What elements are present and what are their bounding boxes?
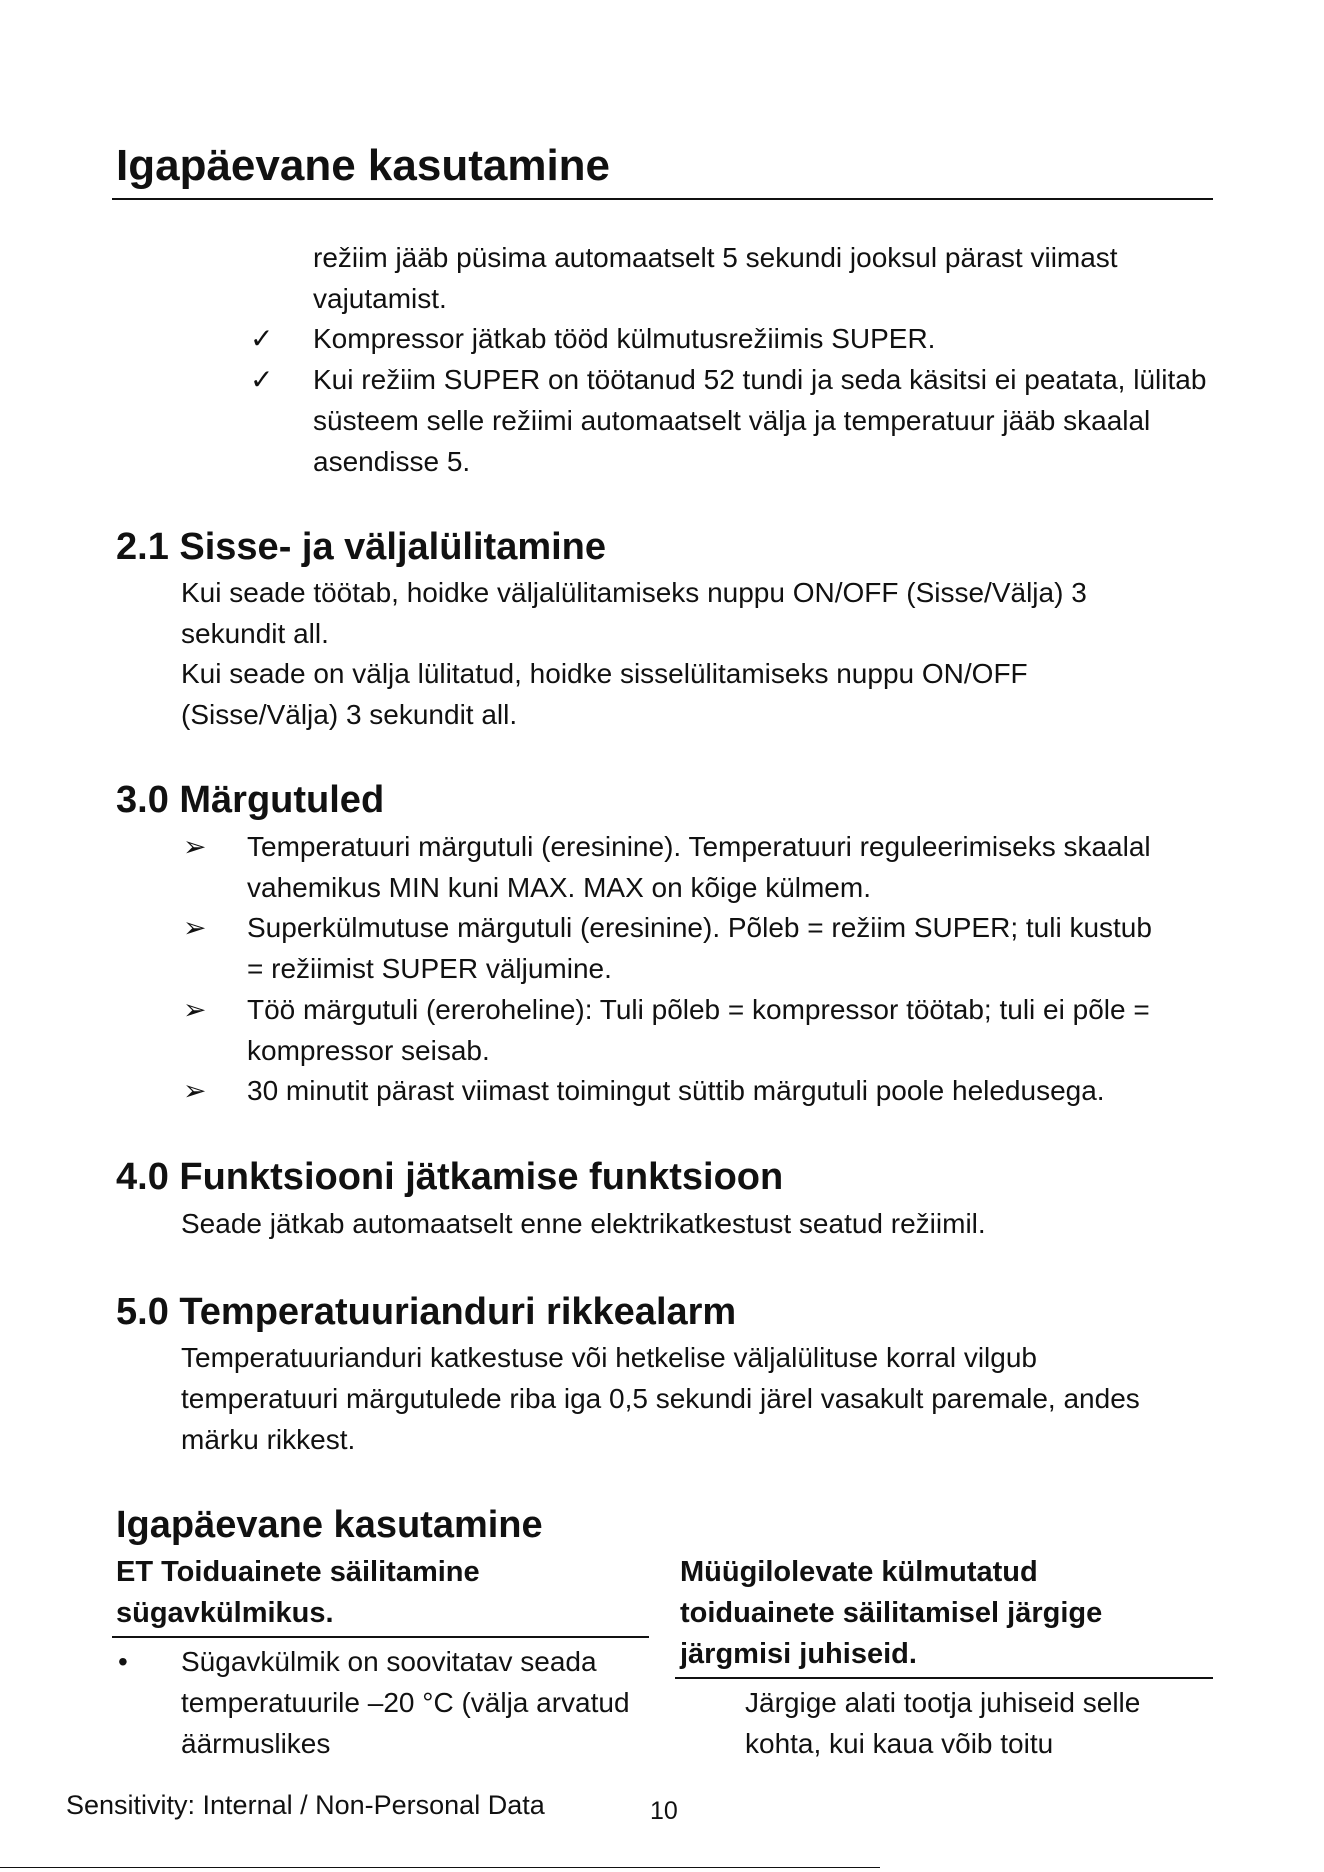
check-item: Kui režiim SUPER on töötanud 52 tundi ja seda käsitsi ei peatata, lülitab süsteem selle režiimi automaatselt välja ja temperatuur jääb skaalal asendisse 5. [313, 364, 1207, 477]
section-heading: 2.1 Sisse- ja väljalülitamine [116, 526, 607, 568]
section-heading: 4.0 Funktsiooni jätkamise funktsioon [116, 1156, 784, 1198]
check-icon: ✓ [250, 364, 274, 395]
sensitivity-label: Sensitivity: Internal / Non-Personal Data [66, 1790, 545, 1820]
left-list-item: Sügavkülmik on soovitatav seada temperatuurile –20 °C (välja arvatud äärmuslikes [181, 1646, 630, 1759]
section-paragraph: Kui seade töötab, hoidke väljalülitamiseks nuppu ON/OFF (Sisse/Välja) 3 sekundit all. [181, 577, 1087, 649]
section-paragraph: Seade jätkab automaatselt enne elektrikatkestust seatud režiimil. [181, 1208, 986, 1239]
footer-rule [0, 1867, 880, 1868]
left-column-rule [112, 1636, 649, 1638]
right-column-rule [675, 1677, 1213, 1679]
arrow-bullet-icon: ➢ [183, 994, 207, 1025]
section-heading: 5.0 Temperatuurianduri rikkealarm [116, 1291, 737, 1333]
right-subheading: Müügilolevate külmutatud toiduainete säilitamisel järgige järgmisi juhiseid. [680, 1556, 1103, 1670]
arrow-bullet-icon: ➢ [183, 831, 207, 862]
bullet-icon: • [118, 1646, 128, 1677]
section-paragraph: Temperatuurianduri katkestuse või hetkelise väljalülituse korral vilgub temperatuuri märgutulede riba iga 0,5 sekundi järel vasakult paremale, andes märku rikkest. [181, 1342, 1140, 1455]
section-heading: 3.0 Märgutuled [116, 779, 385, 821]
intro-continuation: režiim jääb püsima automaatselt 5 sekundi jooksul pärast viimast vajutamist. [313, 242, 1118, 314]
list-item: Superkülmutuse märgutuli (eresinine). Põleb = režiim SUPER; tuli kustub = režiimist SUPER väljumine. [247, 912, 1152, 984]
check-icon: ✓ [250, 323, 274, 354]
arrow-bullet-icon: ➢ [183, 912, 207, 943]
page-title: Igapäevane kasutamine [116, 141, 611, 190]
page-number: 10 [650, 1797, 678, 1825]
list-item: Töö märgutuli (ereroheline): Tuli põleb = kompressor töötab; tuli ei põle = kompressor seisab. [247, 994, 1150, 1066]
title-rule [112, 198, 1213, 200]
left-subheading: ET Toiduainete säilitamine sügavkülmikus. [116, 1556, 480, 1629]
arrow-bullet-icon: ➢ [183, 1075, 207, 1106]
check-item: Kompressor jätkab tööd külmutusrežiimis SUPER. [313, 323, 936, 354]
list-item: Temperatuuri märgutuli (eresinine). Temperatuuri reguleerimiseks skaalal vahemikus MIN kuni MAX. MAX on kõige külmem. [247, 831, 1151, 903]
right-paragraph: Järgige alati tootja juhiseid selle kohta, kui kaua võib toitu [745, 1687, 1141, 1759]
list-item: 30 minutit pärast viimast toimingut süttib märgutuli poole heledusega. [247, 1075, 1105, 1106]
daily-use-heading: Igapäevane kasutamine [116, 1504, 543, 1546]
section-paragraph: Kui seade on välja lülitatud, hoidke sisselülitamiseks nuppu ON/OFF (Sisse/Välja) 3 sekundit all. [181, 658, 1028, 730]
